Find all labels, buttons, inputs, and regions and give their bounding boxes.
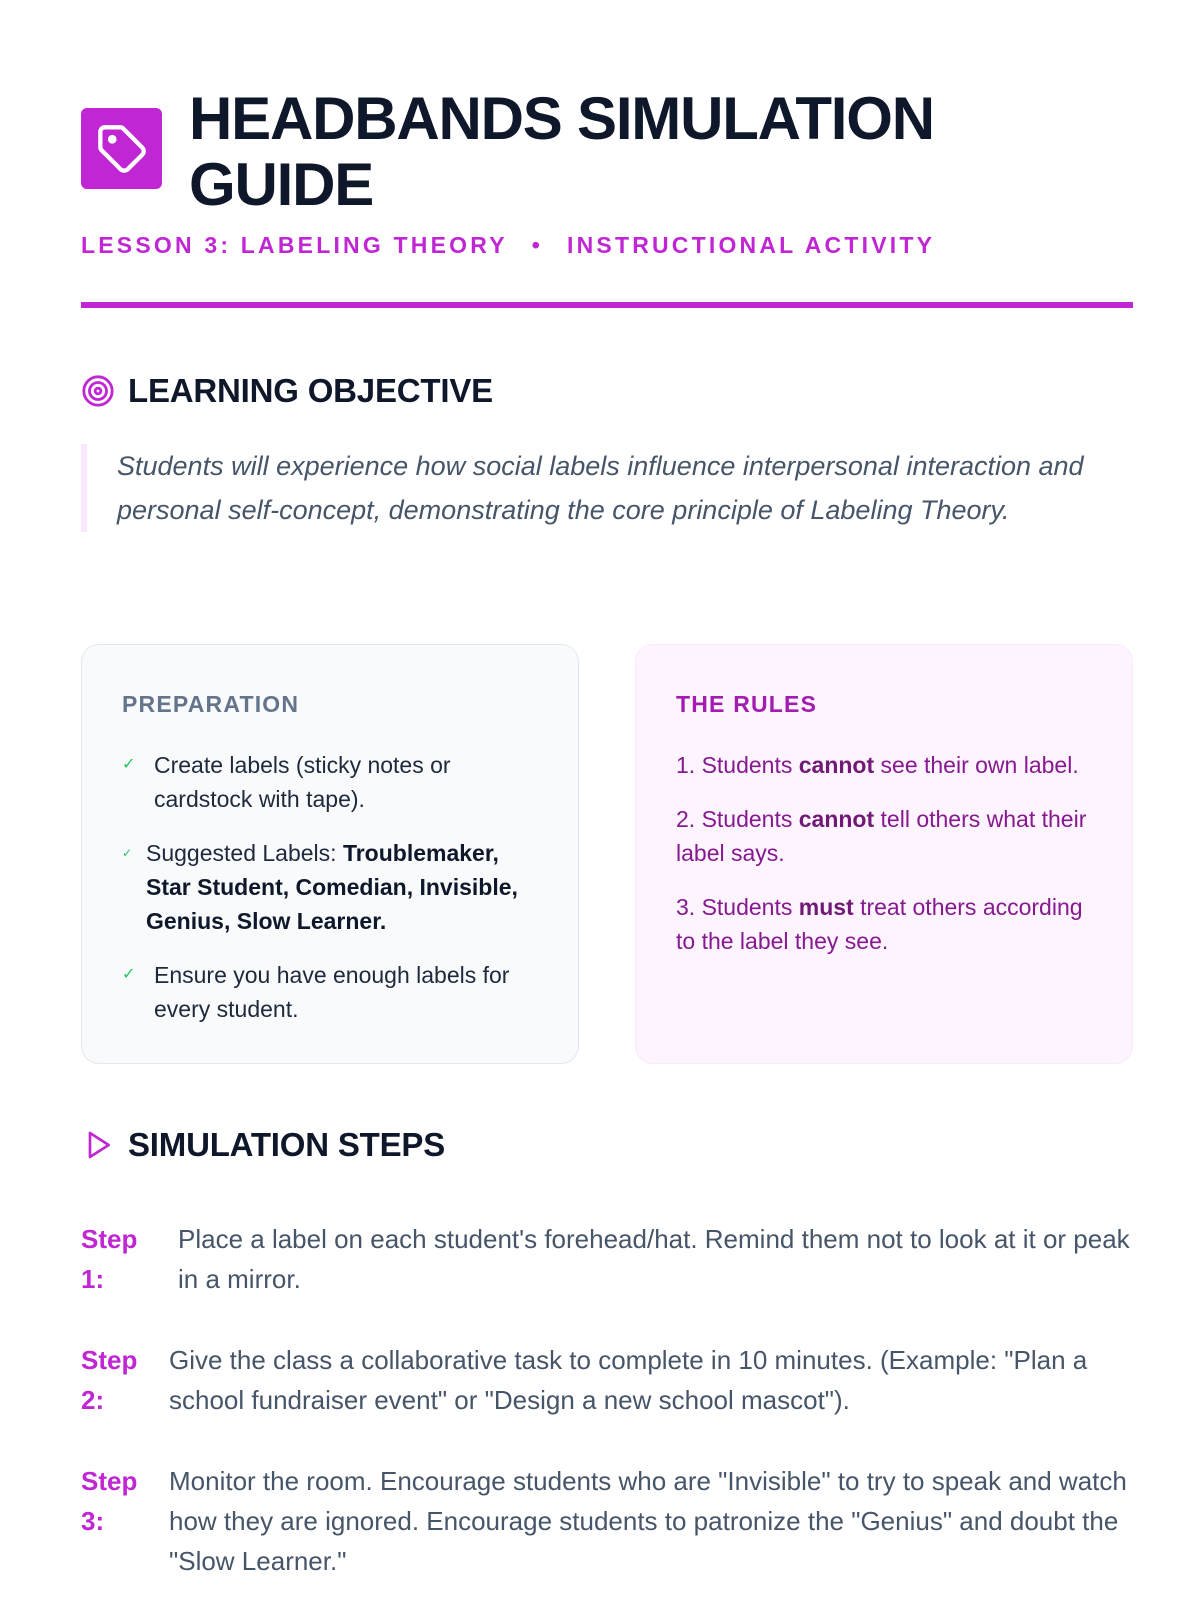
preparation-item-text: Create labels (sticky notes or cardstock with tape). (154, 752, 451, 812)
preparation-item-text (146, 836, 538, 938)
check-icon: ✓ (122, 846, 133, 860)
rule-emphasis: cannot (798, 752, 875, 778)
step-label (81, 1340, 169, 1420)
preparation-list (122, 748, 538, 1026)
list-item (676, 890, 1092, 958)
lesson-label: LESSON 3: LABELING THEORY (81, 232, 508, 258)
rule-text: 2. Students (676, 806, 799, 832)
step-label (81, 1219, 178, 1299)
check-icon: ✓ (122, 756, 136, 773)
rule-emphasis: cannot (798, 806, 875, 832)
objective-heading (81, 372, 493, 410)
page-subtitle (81, 232, 935, 259)
step-text: Give the class a collaborative task to complete in 10 minutes. (Example: "Plan a school fundraiser event" or "Design a new school mascot"). (169, 1345, 1088, 1415)
page-header (81, 85, 1133, 258)
step-word: Step (81, 1466, 138, 1496)
play-icon (81, 1128, 115, 1162)
list-item (122, 748, 538, 816)
step-word: Step (81, 1224, 138, 1254)
page-title: HEADBANDS SIMULATION GUIDE (189, 85, 934, 218)
step-number: 1: (81, 1264, 105, 1294)
check-icon: ✓ (122, 966, 136, 983)
activity-type: INSTRUCTIONAL ACTIVITY (567, 232, 936, 258)
list-item (122, 958, 538, 1026)
list-item (676, 748, 1092, 782)
step-number: 2: (81, 1385, 105, 1415)
preparation-item-text: Ensure you have enough labels for every student. (154, 962, 510, 1022)
step-number: 3: (81, 1506, 105, 1536)
rules-list (676, 748, 1092, 958)
list-item (676, 802, 1092, 870)
rules-heading: THE RULES (676, 691, 818, 717)
step-item (81, 1340, 1133, 1420)
step-word: Step (81, 1345, 138, 1375)
step-item (81, 1219, 1133, 1299)
rule-text: treat others according to the label they see. (676, 894, 1083, 954)
step-label (81, 1461, 169, 1581)
step-text: Place a label on each student's forehead/hat. Remind them not to look at it or peak in a mirror. (178, 1224, 1130, 1294)
suggested-labels-list: Troublemaker, Star Student, Comedian, Invisible, Genius, Slow Learner. (146, 840, 518, 934)
rules-card (635, 644, 1133, 1064)
step-text: Monitor the room. Encourage students who are "Invisible" to try to speak and watch how they are ignored. Encourage students to patronize the "Genius" and doubt the "Slow Learner." (169, 1466, 1127, 1576)
step-item (81, 1461, 1133, 1581)
suggested-labels-prefix: Suggested Labels: (146, 840, 343, 866)
rule-text: 1. Students (676, 752, 799, 778)
header-divider (81, 302, 1133, 308)
tag-icon (81, 108, 162, 189)
preparation-heading: PREPARATION (122, 691, 300, 717)
steps-title: SIMULATION STEPS (128, 1126, 446, 1163)
preparation-card (81, 644, 579, 1064)
rule-text: 3. Students (676, 894, 799, 920)
steps-heading (81, 1126, 445, 1164)
target-icon (81, 374, 115, 408)
objective-title: LEARNING OBJECTIVE (128, 372, 493, 409)
list-item (122, 836, 538, 938)
rule-emphasis: must (798, 894, 854, 920)
subtitle-separator: • (531, 232, 543, 258)
rule-text: tell others what their label says. (676, 806, 1087, 866)
objective-text: Students will experience how social labels influence interpersonal interaction and personal self-concept, demonstrating the core principle of Labeling Theory. (81, 444, 1121, 532)
rule-text: see their own label. (874, 752, 1079, 778)
